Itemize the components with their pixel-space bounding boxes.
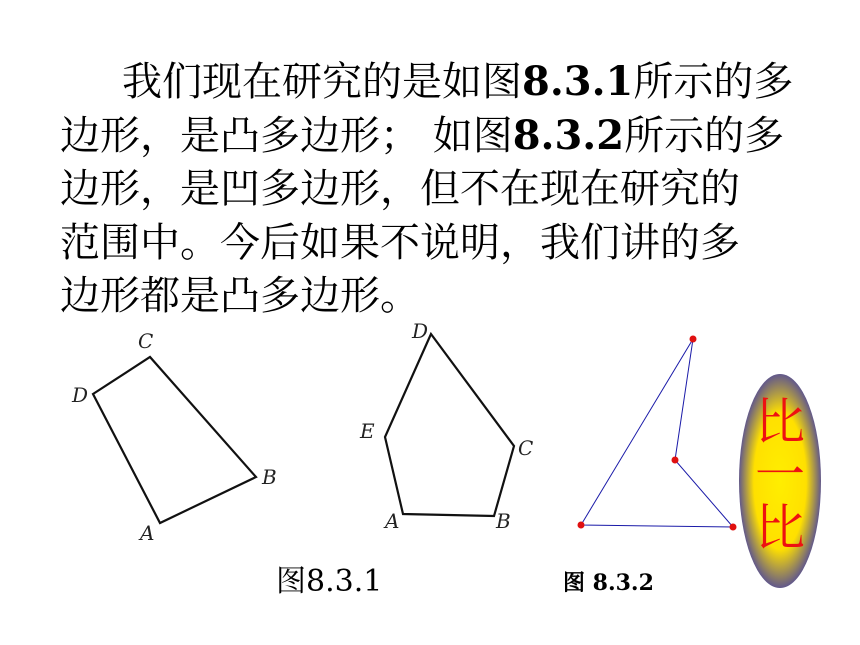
figure-ref-832: 8.3.2 — [512, 112, 625, 159]
paragraph-text: 范围中。今后如果不说明，我们讲的多 — [60, 220, 740, 266]
concave-outline — [581, 339, 733, 527]
figure-ref-831: 8.3.1 — [522, 58, 634, 105]
vertex-label-c: C — [138, 329, 154, 353]
vertex-point — [578, 522, 585, 529]
badge-char: 一 — [755, 446, 805, 504]
figure-caption-832: 图 8.3.2 — [563, 570, 654, 596]
vertex-label-a: A — [140, 521, 155, 545]
vertex-point — [690, 336, 697, 343]
figure-caption-831: 图8.3.1 — [276, 564, 383, 599]
paragraph-text: 所示的多 — [633, 59, 794, 105]
vertex-label-b: B — [496, 509, 511, 533]
compare-badge-text — [748, 393, 812, 557]
concave-quadrilateral — [578, 336, 737, 531]
paragraph-text: 所示的多 — [624, 113, 785, 159]
vertex-point — [672, 457, 679, 464]
convex-quadrilateral — [71, 329, 277, 545]
quadrilateral-outline — [93, 357, 256, 523]
vertex-point — [730, 524, 737, 531]
paragraph-text: 我们现在研究的是如图 — [122, 59, 522, 105]
vertex-label-b: B — [262, 465, 277, 489]
badge-char: 比 — [755, 393, 805, 451]
pentagon-outline — [385, 334, 514, 516]
paragraph-text: 边形都是凸多边形。 — [60, 273, 420, 319]
convex-pentagon — [359, 319, 533, 533]
vertex-label-c: C — [518, 436, 534, 460]
vertex-label-a: A — [385, 509, 400, 533]
paragraph-text: 边形，是凸多边形； 如图 — [60, 113, 513, 159]
vertex-label-d: D — [412, 319, 429, 343]
paragraph-text: 边形，是凹多边形，但不在现在研究的 — [60, 166, 740, 212]
badge-char: 比 — [755, 499, 805, 557]
vertex-label-d: D — [72, 383, 89, 407]
vertex-label-e: E — [360, 419, 375, 443]
